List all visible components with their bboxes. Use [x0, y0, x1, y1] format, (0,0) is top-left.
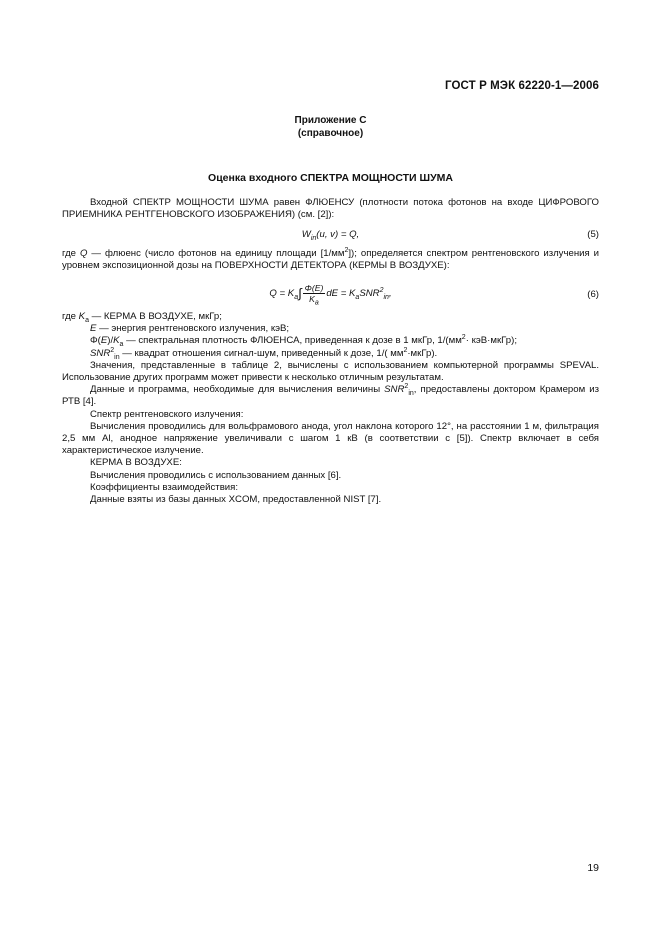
data-paragraph: Данные и программа, необходимые для вычисления величины $SNR^2_{in}$, предоставлены доктором Крамером из РТВ [4]. — [62, 383, 599, 408]
equation-6-expression: $Q = K_a\int$ $\frac{\Phi(E)}{K_a}$ dE = $K_aSNR^2_{in}$, — [269, 283, 392, 307]
q-definition: где Q — флюенс (число фотонов на единицу площади $[1/мм^2]$); определяется спектром рентгеновского излучения и уровнем экспозиционной дозы на ПОВЕРХНОСТИ ДЕТЕКТОРА (КЕРМЫ В ВОЗДУХЕ): — [62, 246, 600, 272]
values-paragraph: Значения, представленные в таблице 2, вычислены с использованием компьютерной программы SPEVAL. Использование других программ может привести к несколько отличным результатам. — [62, 359, 599, 384]
ka-definition: где $K_a$ — КЕРМА В ВОЗДУХЕ, мкГр; — [62, 311, 222, 324]
intro-paragraph: Входной СПЕКТР МОЩНОСТИ ШУМА равен ФЛЮЕНСУ (плотности потока фотонов на входе ЦИФРОВОГО ПРИЕМНИКА РЕНТГЕНОВСКОГО ИЗОБРАЖЕНИЯ) (см. [2]): — [62, 197, 599, 221]
definitions-block — [62, 311, 599, 506]
annex-subtitle: (справочное) — [297, 128, 364, 139]
e-definition: E — энергия рентгеновского излучения, кэВ; — [90, 323, 290, 335]
coefficients-heading: Коэффициенты взаимодействия: — [90, 481, 239, 493]
spectrum-heading: Спектр рентгеновского излучения: — [90, 408, 244, 420]
intro-block — [62, 197, 599, 221]
phi-definition: $\Phi(E)/K_a$ — спектральная плотность ФЛЮЕНСА, приведенная к дозе в 1 мкГр, $1/(мм^2\cdot$ кэВ·мкГр); — [90, 334, 518, 349]
kerma-heading: КЕРМА В ВОЗДУХЕ: — [90, 457, 182, 469]
section-title: Оценка входного СПЕКТРА МОЩНОСТИ ШУМА — [208, 172, 453, 184]
equation-5-number: (5) — [587, 229, 599, 240]
annex-heading — [0, 114, 661, 140]
q-definition-block — [62, 248, 599, 272]
spectrum-paragraph: Вычисления проводились для вольфрамового анода, угол наклона которого 12°, на расстоянии 1 м, фильтрация 2,5 мм Al, анодное напряжение увеличивали с шагом 1 кВ (в соответствии с [5]). Спектр включает в себя характеристическое излучение. — [62, 420, 599, 457]
page-number: 19 — [587, 862, 599, 874]
equation-5-expression: $W_{in}(u$, v) = Q, — [301, 229, 360, 242]
standard-designation: ГОСТ Р МЭК 62220-1—2006 — [445, 80, 599, 92]
equation-6-number: (6) — [587, 289, 599, 300]
snr-definition: $SNR^2_{in}$ — квадрат отношения сигнал-шум, приведенный к дозе, 1/( $мм^2\cdot мкГр$). — [90, 346, 438, 361]
annex-title: Приложение С — [294, 115, 367, 126]
kerma-paragraph: Вычисления проводились с использованием данных [6]. — [90, 469, 342, 481]
coefficients-paragraph: Данные взяты из базы данных XCOM, предоставленной NIST [7]. — [90, 494, 382, 506]
